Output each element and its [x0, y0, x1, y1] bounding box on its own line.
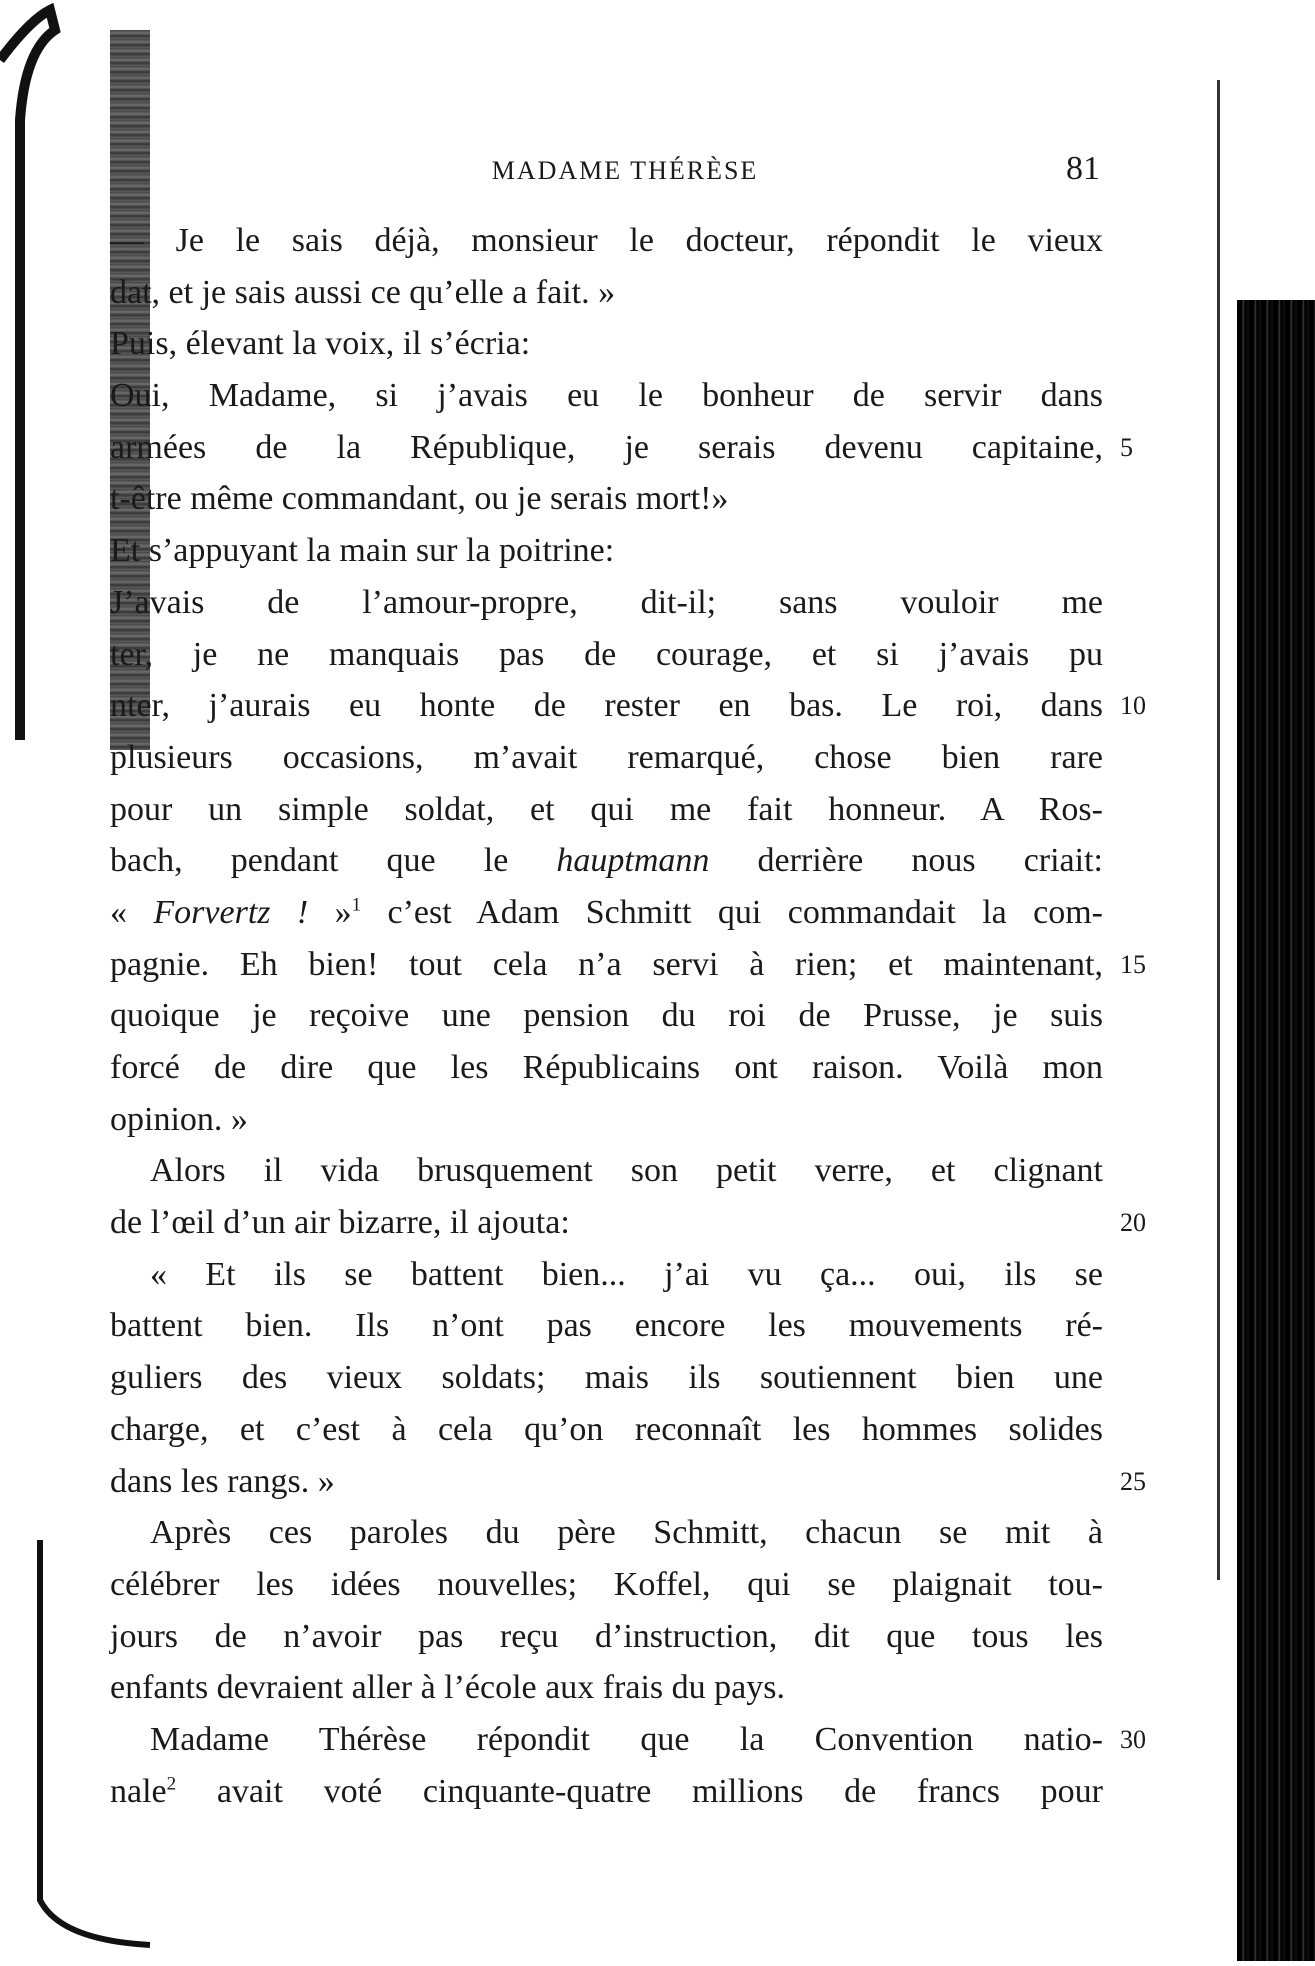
text-line: t-être même commandant, ou je serais mort!»	[110, 480, 729, 518]
text-line: nale$^2$ avait voté cinquante-quatre millions de francs pour	[110, 1772, 1103, 1810]
line-number: 15	[1120, 949, 1146, 979]
text-line: enfants devraient aller à l’école aux frais du pays.	[110, 1669, 785, 1707]
text-line: ter, je ne manquais pas de courage, et si j’avais pu	[110, 635, 1103, 673]
text-line: dans les rangs. » 25	[110, 1456, 1103, 1508]
italic-term: Forvertz !	[153, 893, 309, 931]
text-line: pagnie. Eh bien! tout cela n’a servi à rien; et maintenant, 15	[110, 939, 1103, 991]
text-line: jours de n’avoir pas reçu d’instruction, dit que tous les	[110, 1617, 1103, 1655]
text-line: de l’œil d’un air bizarre, il ajouta: 20	[110, 1197, 1103, 1249]
text-line: battent bien. Ils n’ont pas encore les mouvements ré-	[110, 1307, 1103, 1345]
text-line: « Forvertz ! »$^1$ c’est Adam Schmitt qui commandait la com-	[110, 893, 1103, 931]
italic-term: hauptmann	[556, 842, 710, 880]
line-number: 30	[1120, 1724, 1146, 1754]
text-line: bach, pendant que le hauptmann derrière nous criait:	[110, 842, 1103, 880]
page-header	[150, 150, 1100, 190]
running-title: MADAME THÉRÈSE	[491, 156, 759, 185]
line-number: 10	[1120, 691, 1146, 721]
text-line: charge, et c’est à cela qu’on reconnaît les hommes solides	[110, 1410, 1103, 1448]
text-line: Et s’appuyant la main sur la poitrine:	[110, 532, 615, 570]
text-line: armées de la République, je serais devenu capitaine, 5	[110, 422, 1103, 474]
text-line: Alors il vida brusquement son petit verre, et clignant	[150, 1152, 1103, 1190]
text-line: « Et ils se battent bien... j’ai vu ça... oui, ils se	[150, 1255, 1103, 1293]
footnote-ref: 2	[166, 1773, 177, 1795]
text-line: célébrer les idées nouvelles; Koffel, qui se plaignait tou-	[110, 1565, 1103, 1603]
text-line: J’avais de l’amour-propre, dit-il; sans vouloir me	[110, 583, 1103, 621]
line-number: 20	[1120, 1208, 1146, 1238]
footnote-ref: 1	[351, 894, 362, 916]
page-stack-edge	[1237, 300, 1315, 1961]
text-line: guliers des vieux soldats; mais ils soutiennent bien une	[110, 1359, 1103, 1397]
page-edge-line	[1217, 80, 1220, 1580]
text-line: nter, j’aurais eu honte de rester en bas. Le roi, dans 10	[110, 680, 1103, 732]
text-line: forcé de dire que les Républicains ont raison. Voilà mon	[110, 1049, 1103, 1086]
text-line: Après ces paroles du père Schmitt, chacun se mit à	[150, 1514, 1103, 1552]
page-number: 81	[1066, 150, 1100, 187]
body-text	[110, 215, 1146, 1817]
text-line: plusieurs occasions, m’avait remarqué, chose bien rare	[110, 738, 1103, 776]
text-line: quoique je reçoive une pension du roi de Prusse, je suis	[110, 997, 1103, 1035]
line-number: 25	[1120, 1466, 1146, 1496]
line-number: 5	[1120, 432, 1133, 462]
text-line: dat, et je sais aussi ce qu’elle a fait. »	[110, 273, 616, 311]
text-line: — Je le sais déjà, monsieur le docteur, répondit le vieux	[110, 222, 1103, 259]
text-line: pour un simple soldat, et qui me fait honneur. A Ros-	[110, 790, 1103, 828]
text-line: Madame Thérèse répondit que la Convention natio- 30	[110, 1714, 1103, 1766]
text-line: opinion. »	[110, 1100, 248, 1138]
text-line: Puis, élevant la voix, il s’écria:	[110, 325, 531, 363]
text-line: Oui, Madame, si j’avais eu le bonheur de servir dans	[110, 377, 1103, 415]
